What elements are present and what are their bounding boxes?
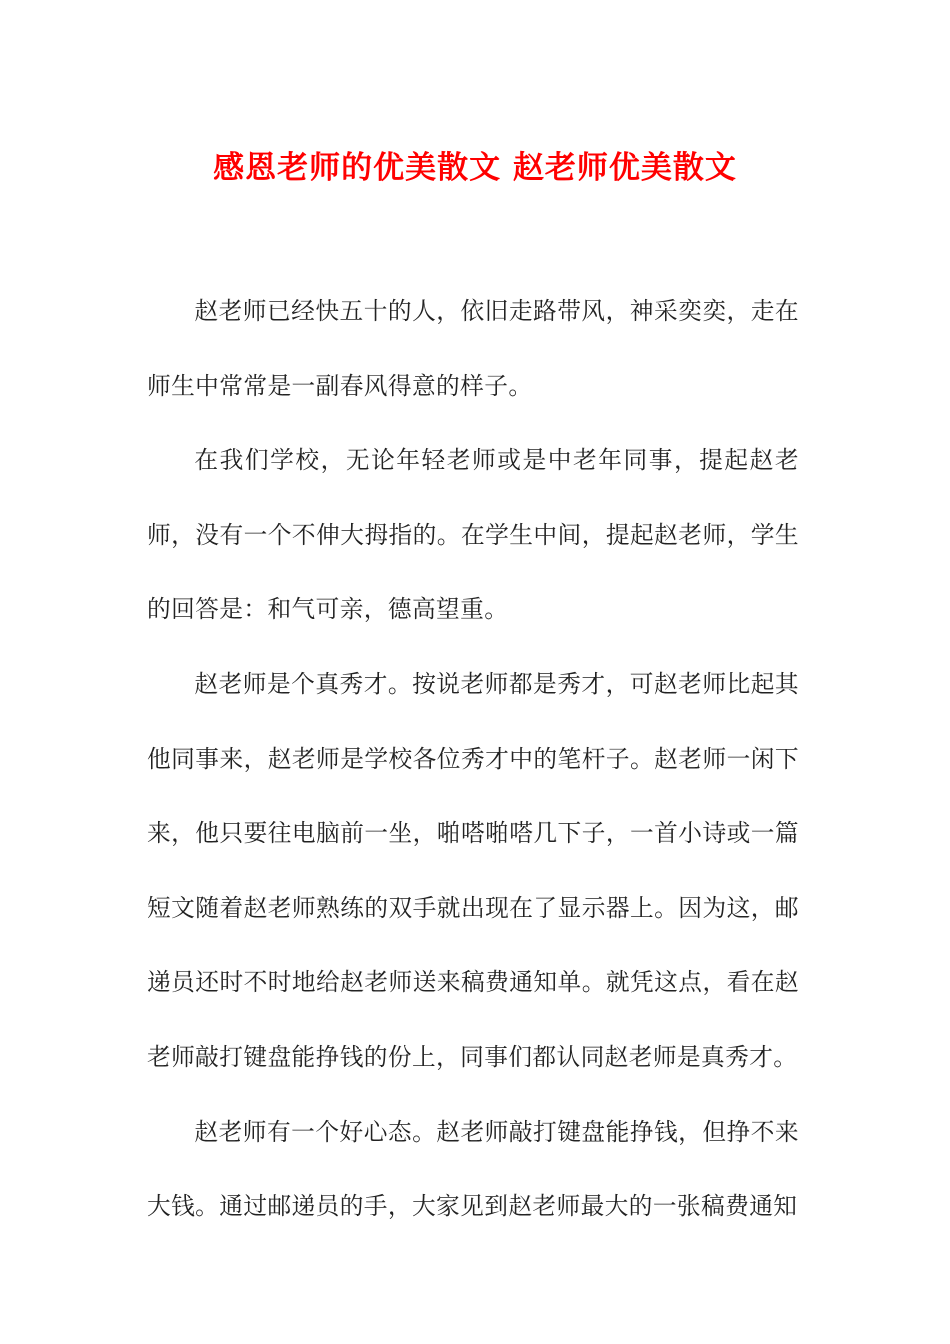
paragraph-3: 赵老师是个真秀才。按说老师都是秀才，可赵老师比起其他同事来，赵老师是学校各位秀才中的笔杆子。赵老师一闲下来，他只要往电脑前一坐，啪嗒啪嗒几下子，一首小诗或一篇短文随着赵老师熟练的双手就出现在了显示器上。因为这，邮递员还时不时地给赵老师送来稿费通知单。就凭这点，看在赵老师敲打键盘能挣钱的份上，同事们都认同赵老师是真秀才。 — [147, 669, 799, 1071]
document-body — [147, 274, 799, 1244]
paragraph-1: 赵老师已经快五十的人，依旧走路带风，神采奕奕，走在师生中常常是一副春风得意的样子。 — [147, 297, 799, 400]
paragraph-2: 在我们学校，无论年轻老师或是中老年同事，提起赵老师，没有一个不伸大拇指的。在学生中间，提起赵老师，学生的回答是：和气可亲，德高望重。 — [147, 446, 799, 624]
document-title: 感恩老师的优美散文 赵老师优美散文 — [213, 150, 737, 186]
paragraph-4: 赵老师有一个好心态。赵老师敲打键盘能挣钱，但挣不来大钱。通过邮递员的手，大家见到赵老师最大的一张稿费通知 — [147, 1117, 799, 1221]
